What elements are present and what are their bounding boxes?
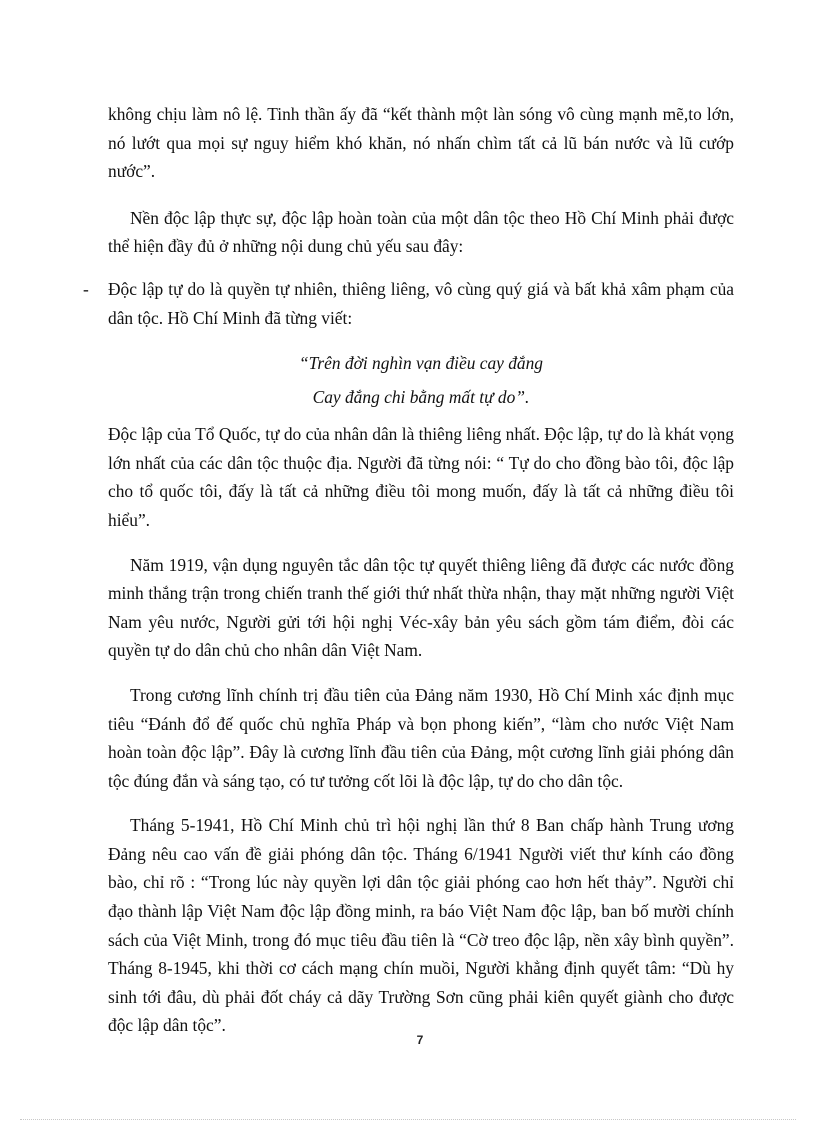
bullet-dash: -	[83, 278, 89, 299]
poem-line-1: “Trên đời nghìn vạn điều cay đắng	[298, 353, 544, 374]
poem-line-2: Cay đắng chi bằng mất tự do”.	[312, 387, 530, 408]
paragraph-6: Tháng 5-1941, Hồ Chí Minh chủ trì hội nghị lần thứ 8 Ban chấp hành Trung ương Đảng nêu cao vấn đề giải phóng dân tộc. Tháng 6/1941 Người viết thư kính cáo đồng bào, chỉ rõ : “Trong lúc này quyền lợi dân tộc giải phóng cao hơn hết thảy”. Người chỉ đạo thành lập Việt Nam độc lập đồng minh, ra báo Việt Nam độc lập, ban bố mười chính sách của Việt Minh, trong đó mục tiêu đầu tiên là “Cờ treo độc lập, nền xây bình quyền”. Tháng 8-1945, khi thời cơ cách mạng chín muồi, Người khẳng định quyết tâm: “Dù hy sinh tới đâu, dù phải đốt cháy cả dãy Trường Sơn cũng phải kiên quyết giành cho được độc lập dân tộc”.	[108, 815, 734, 1036]
poem-quote	[108, 346, 734, 414]
bullet-item	[83, 275, 734, 332]
paragraph-2: Nền độc lập thực sự, độc lập hoàn toàn của một dân tộc theo Hồ Chí Minh phải được thể hiện đầy đủ ở những nội dung chủ yếu sau đây:	[108, 207, 734, 257]
paragraph-3: Độc lập của Tổ Quốc, tự do của nhân dân là thiêng liêng nhất. Độc lập, tự do là khát vọng lớn nhất của các dân tộc thuộc địa. Người đã từng nói: “ Tự do cho đồng bào tôi, độc lập cho tổ quốc tôi, đấy là tất cả những điều tôi mong muốn, đấy là tất cả những điều tôi hiểu”.	[108, 424, 734, 530]
bullet-text: Độc lập tự do là quyền tự nhiên, thiêng liêng, vô cùng quý giá và bất khả xâm phạm của dân tộc. Hồ Chí Minh đã từng viết:	[108, 278, 734, 328]
paragraph-1: không chịu làm nô lệ. Tinh thần ấy đã “kết thành một làn sóng vô cùng mạnh mẽ,to lớn, nó lướt qua mọi sự nguy hiểm khó khăn, nó nhấn chìm tất cả lũ bán nước và lũ cướp nước”.	[108, 104, 734, 182]
page-number: 7	[416, 1033, 424, 1047]
page-bottom-divider	[20, 1119, 796, 1120]
paragraph-4: Năm 1919, vận dụng nguyên tắc dân tộc tự quyết thiêng liêng đã được các nước đồng minh thắng trận trong chiến tranh thế giới thứ nhất thừa nhận, thay mặt những người Việt Nam yêu nước, Người gửi tới hội nghị Véc-xây bản yêu sách gồm tám điểm, đòi các quyền tự do dân chủ cho nhân dân Việt Nam.	[108, 554, 734, 661]
document-body	[83, 100, 734, 1056]
paragraph-5: Trong cương lĩnh chính trị đầu tiên của Đảng năm 1930, Hồ Chí Minh xác định mục tiêu “Đánh đổ đế quốc chủ nghĩa Pháp và bọn phong kiến”, “làm cho nước Việt Nam hoàn toàn độc lập”. Đây là cương lĩnh đầu tiên của Đảng, một cương lĩnh giải phóng dân tộc đúng đắn và sáng tạo, có tư tưởng cốt lõi là độc lập, tự do cho dân tộc.	[108, 684, 734, 791]
